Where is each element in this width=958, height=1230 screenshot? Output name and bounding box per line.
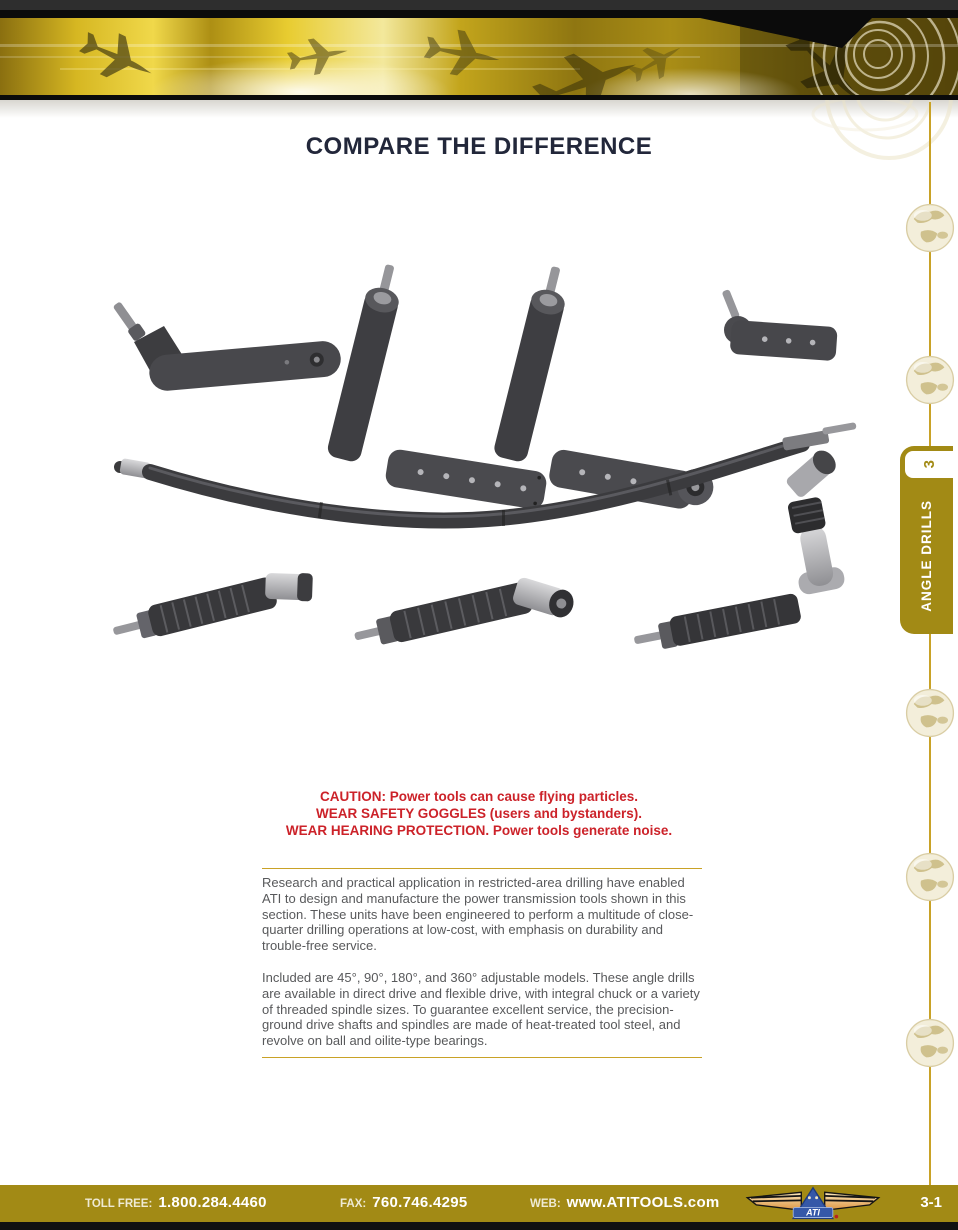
page-number: 3-1 bbox=[920, 1194, 942, 1211]
toll-free-contact bbox=[85, 1194, 267, 1212]
body-copy bbox=[262, 868, 702, 1058]
globe-icon bbox=[903, 353, 957, 407]
caution-line: WEAR SAFETY GOGGLES (users and bystanders). bbox=[315, 806, 643, 821]
globe-icon bbox=[903, 1016, 957, 1070]
section-number: 3 bbox=[920, 460, 938, 469]
toll-free-number: 1.800.284.4460 bbox=[158, 1194, 267, 1211]
caution-block bbox=[0, 788, 958, 839]
models-paragraph: Included are 45°, 90°, 180°, and 360° adjustable models. These angle drills are available in direct drive and flexible drive, with integral chuck or a variety of threaded spindle sizes. To guarantee excellent service, the precision-ground drive shafts and spindles are made of heat-treated tool steel, and revolve on ball and oilite-type bearings. bbox=[262, 969, 700, 1049]
product-offset-angle-attachment bbox=[111, 300, 342, 393]
banner bbox=[0, 0, 958, 100]
product-photo-group bbox=[70, 180, 870, 680]
footer-bar bbox=[0, 1185, 958, 1222]
intro-paragraph: Research and practical application in restricted-area drilling have enabled ATI to design and manufacture the power transmission tools shown in this section. These units have been engineered to perform a multitude of close-quarter drilling operations at low-cost, with emphasis on durability and trouble-free service. bbox=[262, 875, 694, 954]
section-tab-angle-drills[interactable] bbox=[900, 446, 953, 634]
web-label: WEB: bbox=[530, 1198, 561, 1210]
fax-number: 760.746.4295 bbox=[372, 1194, 468, 1211]
bottom-black-bar bbox=[0, 1222, 958, 1230]
section-label: ANGLE DRILLS bbox=[919, 500, 934, 612]
fax-contact bbox=[340, 1194, 468, 1212]
rule-bottom bbox=[262, 1057, 702, 1058]
web-url: www.ATITOOLS.com bbox=[566, 1194, 720, 1211]
banner-collage-image bbox=[0, 0, 958, 100]
globe-icon bbox=[903, 850, 957, 904]
page-title: COMPARE THE DIFFERENCE bbox=[305, 133, 653, 160]
globe-icon bbox=[903, 686, 957, 740]
banner-fade bbox=[0, 100, 958, 118]
product-compact-attachment bbox=[722, 289, 838, 361]
globe-icon bbox=[903, 201, 957, 255]
toll-free-label: TOLL FREE: bbox=[85, 1198, 153, 1210]
section-number-box bbox=[905, 451, 953, 478]
caution-line: WEAR HEARING PROTECTION. Power tools generate noise. bbox=[285, 823, 673, 838]
rule-top bbox=[262, 868, 702, 869]
product-45-degree-angle-drill bbox=[350, 564, 582, 668]
caution-line: CAUTION: Power tools can cause flying particles. bbox=[319, 789, 639, 804]
ati-logo-text: ATI bbox=[806, 1207, 820, 1218]
product-straight-angle-drill bbox=[108, 561, 319, 650]
fax-label: FAX: bbox=[340, 1198, 367, 1210]
section-label-box bbox=[900, 478, 953, 634]
ati-logo bbox=[738, 1186, 888, 1222]
web-contact bbox=[530, 1194, 720, 1212]
